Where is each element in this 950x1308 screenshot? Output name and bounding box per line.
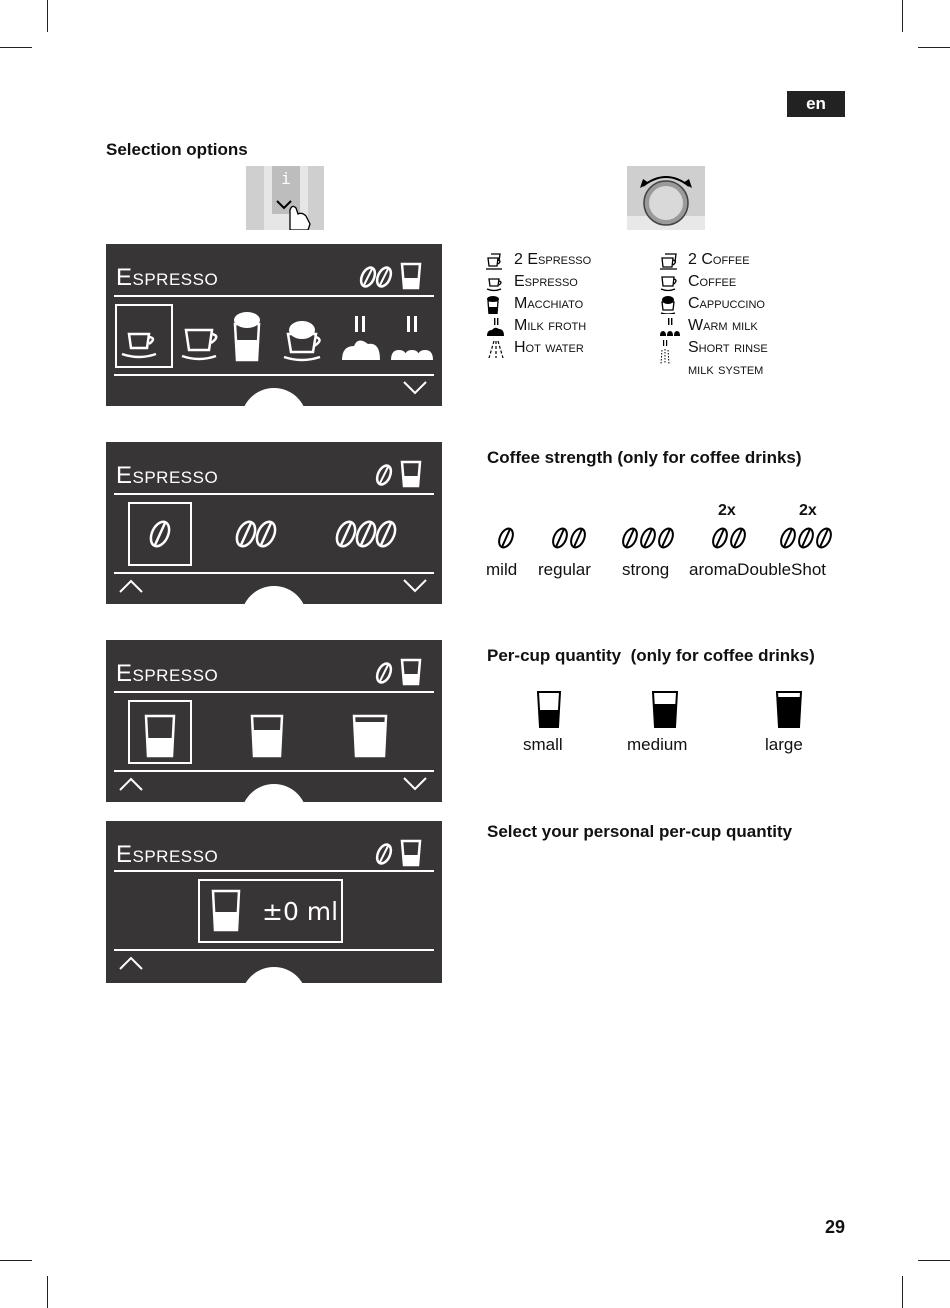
finger-press-icon xyxy=(246,166,324,230)
milk-froth-icon xyxy=(486,318,506,336)
heading-coffee-strength: Coffee strength (only for coffee drinks) xyxy=(487,448,802,467)
strength-cup-status-icon xyxy=(374,656,428,686)
bean-icon-mild xyxy=(147,519,172,549)
chevron-down-icon[interactable] xyxy=(402,578,428,594)
short-rinse-icon xyxy=(660,340,680,366)
cup-small-icon xyxy=(146,716,174,756)
hot-water-icon xyxy=(486,340,506,358)
bean-icon-strong xyxy=(333,519,398,549)
strength-label: regular xyxy=(538,560,591,579)
quantity-value: ±0 ml xyxy=(262,897,339,926)
heading-selection-options: Selection options xyxy=(106,140,248,159)
screen-title: Espresso xyxy=(116,264,219,291)
crop-mark xyxy=(47,0,48,32)
cup-icon xyxy=(210,888,242,934)
rotary-knob-illustration[interactable] xyxy=(627,166,705,230)
divider xyxy=(114,374,434,376)
milk-froth-icon xyxy=(342,316,380,360)
macchiato-icon xyxy=(486,296,506,314)
bean-icon xyxy=(550,526,587,549)
display-notch xyxy=(241,388,307,406)
display-notch xyxy=(241,784,307,802)
crop-mark xyxy=(918,1260,950,1261)
bean-icon xyxy=(778,526,833,549)
strength-label: mild xyxy=(486,560,518,579)
warm-milk-icon xyxy=(391,316,433,360)
crop-mark xyxy=(47,1276,48,1308)
cup-size-label: small xyxy=(523,735,563,754)
cappuccino-icon xyxy=(284,321,320,360)
chevron-down-icon[interactable] xyxy=(402,380,428,396)
divider xyxy=(114,493,434,495)
display-quantity-selection xyxy=(106,640,442,802)
crop-mark xyxy=(918,47,950,48)
crop-mark xyxy=(0,1260,32,1261)
double-shot-mark: 2x xyxy=(718,502,736,519)
display-personal-quantity xyxy=(106,821,442,983)
strength-label: aromaDoubleShot xyxy=(689,560,827,579)
drink-icons-row xyxy=(106,310,442,366)
divider xyxy=(114,572,434,574)
divider xyxy=(114,691,434,693)
cup-size-label: medium xyxy=(627,735,688,754)
cup-large-icon xyxy=(775,690,803,730)
strength-cup-status-icon xyxy=(358,260,428,290)
display-notch xyxy=(241,586,307,604)
coffee-icon xyxy=(660,274,680,292)
rotary-knob-icon xyxy=(627,166,705,230)
two-coffee-icon xyxy=(660,252,680,270)
display-notch xyxy=(241,967,307,983)
divider xyxy=(114,870,434,872)
strength-label: strong xyxy=(622,560,670,579)
heading-per-cup-quantity: Per-cup quantity (only for coffee drinks) xyxy=(487,646,815,665)
strength-cup-status-icon xyxy=(374,837,428,867)
screen-title: Espresso xyxy=(116,841,219,868)
display-strength-selection xyxy=(106,442,442,604)
espresso-icon xyxy=(486,274,506,292)
chevron-down-icon[interactable] xyxy=(402,776,428,792)
chevron-up-icon[interactable] xyxy=(118,955,144,971)
strength-beans-legend xyxy=(486,524,846,552)
bean-icon xyxy=(620,526,675,549)
crop-mark xyxy=(902,0,903,32)
espresso-icon xyxy=(122,334,156,357)
bean-icon-regular xyxy=(233,519,278,549)
divider xyxy=(114,949,434,951)
screen-title: Espresso xyxy=(116,660,219,687)
cappuccino-icon xyxy=(660,296,680,314)
info-key-illustration[interactable] xyxy=(246,166,324,230)
cup-medium-icon xyxy=(651,690,679,730)
warm-milk-icon xyxy=(660,318,680,336)
strength-beans-row xyxy=(106,516,442,556)
double-shot-mark: 2x xyxy=(799,502,817,519)
cup-sizes-row xyxy=(106,712,442,762)
chevron-up-icon[interactable] xyxy=(118,776,144,792)
cup-size-label: large xyxy=(765,735,803,754)
cup-small-icon xyxy=(536,690,562,730)
divider xyxy=(114,770,434,772)
screen-title: Espresso xyxy=(116,462,219,489)
cup-medium-icon xyxy=(252,716,282,756)
heading-personal-quantity: Select your personal per-cup quantity xyxy=(487,822,793,841)
crop-mark xyxy=(902,1276,903,1308)
chevron-up-icon[interactable] xyxy=(118,578,144,594)
coffee-icon xyxy=(182,330,216,359)
macchiato-icon xyxy=(234,312,260,360)
info-key-letter: i xyxy=(281,169,291,188)
page-number: 29 xyxy=(824,1217,845,1237)
divider xyxy=(114,295,434,297)
bean-icon xyxy=(496,526,515,549)
display-drink-selection xyxy=(106,244,442,406)
two-espresso-icon xyxy=(486,252,506,270)
bean-icon xyxy=(710,526,747,549)
cup-large-icon xyxy=(354,716,386,756)
quantity-adjust-box[interactable] xyxy=(198,879,343,943)
crop-mark xyxy=(0,47,32,48)
language-badge: en xyxy=(787,91,845,117)
strength-cup-status-icon xyxy=(374,458,428,488)
